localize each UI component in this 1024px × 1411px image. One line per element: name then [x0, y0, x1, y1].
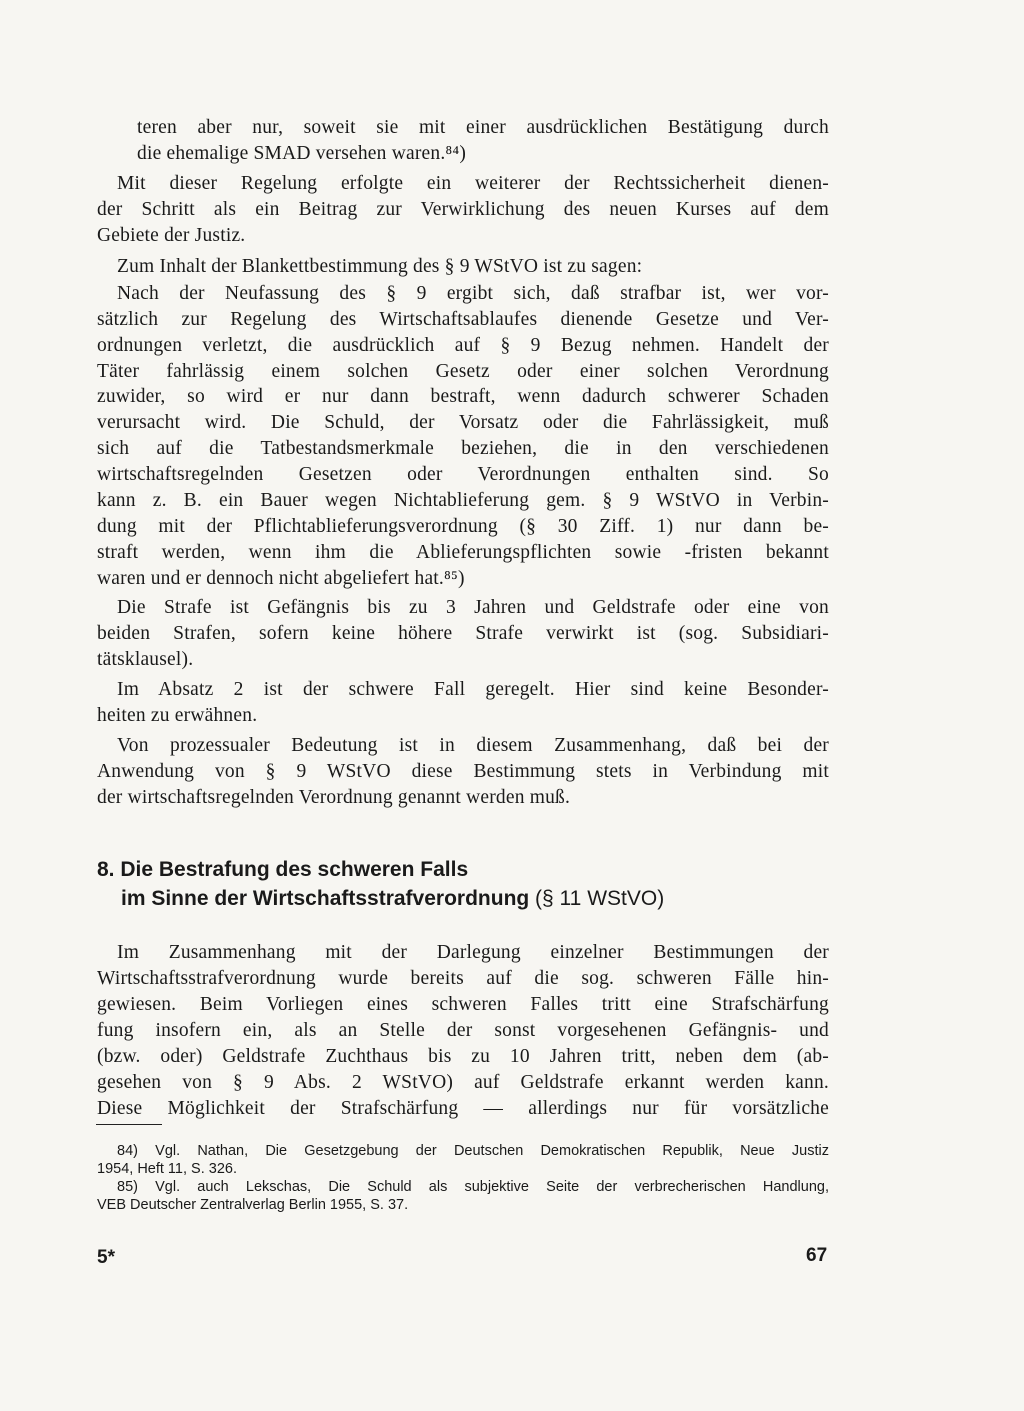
body-line: wirtschaftsregelnden Gesetzen oder Verordnungen enthalten sind. So [97, 464, 829, 485]
body-line: ordnungen verletzt, die ausdrücklich auf § 9 Bezug nehmen. Handelt der [97, 335, 829, 356]
body-line: die ehemalige SMAD versehen waren.⁸⁴) [137, 143, 467, 164]
body-line: Von prozessualer Bedeutung ist in diesem Zusammenhang, daß bei der [117, 735, 829, 756]
footnote-divider [96, 1124, 162, 1125]
footnote-line: VEB Deutscher Zentralverlag Berlin 1955, S. 37. [97, 1197, 409, 1213]
body-line: beiden Strafen, sofern keine höhere Strafe verwirkt ist (sog. Subsidiari- [97, 623, 829, 644]
body-line: sich auf die Tatbestandsmerkmale beziehen, die in den verschiedenen [97, 438, 829, 459]
body-line: Zum Inhalt der Blankettbestimmung des § 9 WStVO ist zu sagen: [117, 256, 643, 277]
body-line: Täter fahrlässig einem solchen Gesetz oder einer solchen Verordnung [97, 361, 829, 382]
body-line: waren und er dennoch nicht abgeliefert hat.⁸⁵) [97, 568, 465, 589]
body-line: gewiesen. Beim Vorliegen eines schweren Falles tritt eine Strafschärfung [97, 994, 829, 1015]
body-line: dung mit der Pflichtablieferungsverordnung (§ 30 Ziff. 1) nur dann be- [97, 516, 829, 537]
body-line: Im Absatz 2 ist der schwere Fall geregelt. Hier sind keine Besonder- [117, 679, 829, 700]
section-heading: 8. Die Bestrafung des schweren Falls [97, 858, 469, 881]
body-line: der wirtschaftsregelnden Verordnung genannt werden muß. [97, 787, 571, 808]
body-line: Die Strafe ist Gefängnis bis zu 3 Jahren und Geldstrafe oder eine von [117, 597, 829, 618]
section-heading-line2 [121, 885, 664, 913]
footnote-line: 84) Vgl. Nathan, Die Gesetzgebung der Deutschen Demokratischen Republik, Neue Justiz [117, 1143, 829, 1159]
signature-mark: 5* [97, 1247, 115, 1268]
body-line: sätzlich zur Regelung des Wirtschaftsablaufes dienende Gesetze und Ver- [97, 309, 829, 330]
body-line: teren aber nur, soweit sie mit einer ausdrücklichen Bestätigung durch [137, 117, 829, 138]
body-line: Wirtschaftsstrafverordnung wurde bereits auf die sog. schweren Fälle hin- [97, 968, 829, 989]
body-line: (bzw. oder) Geldstrafe Zuchthaus bis zu 10 Jahren tritt, neben dem (ab- [97, 1046, 829, 1067]
body-line: Anwendung von § 9 WStVO diese Bestimmung stets in Verbindung mit [97, 761, 829, 782]
body-line: Im Zusammenhang mit der Darlegung einzelner Bestimmungen der [117, 942, 829, 963]
section-heading-reference: (§ 11 WStVO) [529, 887, 665, 910]
body-line: tätsklausel). [97, 649, 194, 670]
body-line: Nach der Neufassung des § 9 ergibt sich, daß strafbar ist, wer vor- [117, 283, 829, 304]
body-line: zuwider, so wird er nur dann bestraft, wenn dadurch schwerer Schaden [97, 386, 829, 407]
body-line: straft werden, wenn ihm die Ablieferungspflichten sowie -fristen bekannt [97, 542, 829, 563]
page-number: 67 [806, 1245, 828, 1266]
body-line: Gebiete der Justiz. [97, 225, 246, 246]
footnote-line: 85) Vgl. auch Lekschas, Die Schuld als subjektive Seite der verbrecherischen Handlung, [117, 1179, 829, 1195]
body-line: Diese Möglichkeit der Strafschärfung — allerdings nur für vorsätzliche [97, 1098, 829, 1119]
footnote-line: 1954, Heft 11, S. 326. [97, 1161, 237, 1177]
body-line: kann z. B. ein Bauer wegen Nichtablieferung gem. § 9 WStVO in Verbin- [97, 490, 829, 511]
body-line: Mit dieser Regelung erfolgte ein weiterer der Rechtssicherheit dienen- [117, 173, 829, 194]
body-line: der Schritt als ein Beitrag zur Verwirklichung des neuen Kurses auf dem [97, 199, 829, 220]
section-heading-title: im Sinne der Wirtschaftsstrafverordnung [121, 887, 530, 910]
body-line: gesehen von § 9 Abs. 2 WStVO) auf Geldstrafe erkannt werden kann. [97, 1072, 829, 1093]
body-line: fung insofern ein, als an Stelle der sonst vorgesehenen Gefängnis- und [97, 1020, 829, 1041]
body-line: heiten zu erwähnen. [97, 705, 258, 726]
body-line: verursacht wird. Die Schuld, der Vorsatz oder die Fahrlässigkeit, muß [97, 412, 829, 433]
